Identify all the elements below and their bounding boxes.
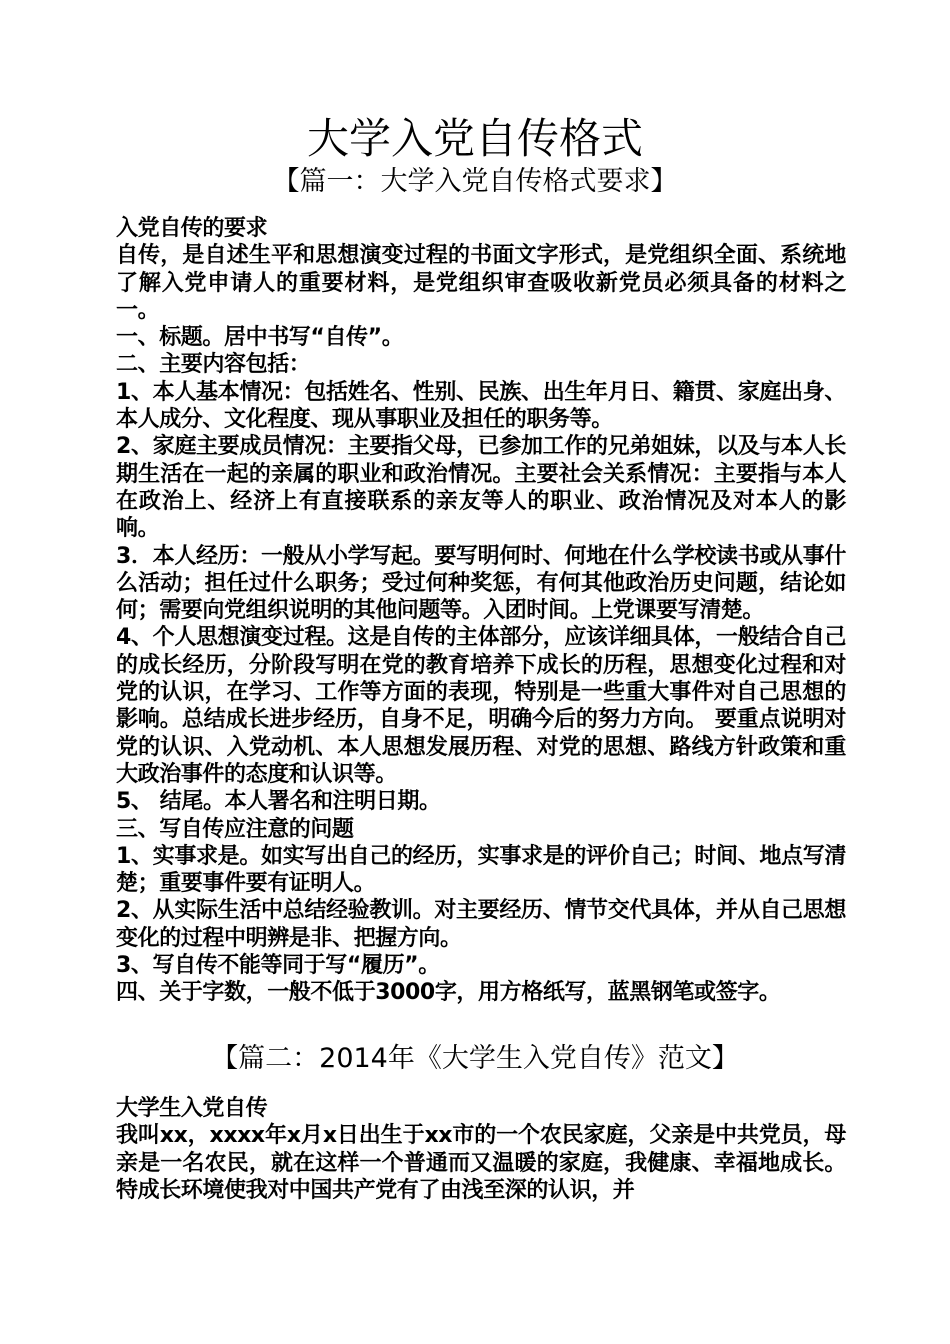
paragraph: 5、 结尾。本人署名和注明日期。 (116, 789, 441, 815)
section-1-heading: 【篇一：大学入党自传格式要求】 (272, 166, 678, 197)
paragraph: 四、关于字数，一般不低于3000字，用方格纸写，蓝黑钢笔或签字。 (116, 980, 781, 1006)
section-2-heading: 【篇二：2014年《大学生入党自传》范文】 (211, 1043, 739, 1074)
paragraph: 1、实事求是。如实写出自己的经历，实事求是的评价自己；时间、地点写清楚；重要事件要有证明人。 (116, 843, 846, 897)
paragraph: 入党自传的要求 (116, 216, 268, 241)
paragraph: 2、从实际生活中总结经验教训。对主要经历、情节交代具体，并从自己思想变化的过程中明辨是非、把握方向。 (116, 898, 846, 951)
section-1-body (116, 215, 846, 1007)
paragraph: 4、个人思想演变过程。这是自传的主体部分，应该详细具体，一般结合自己的成长经历，分阶段写明在党的教育培养下成长的历程，思想变化过程和对党的认识，在学习、工作等方面的表现，特别是一些重大事件对自己思想的影响。总结成长进步经历，自身不足，明确今后的努力方向。 要重点说明对党的认识、入党动机、本人思想发展历程、对党的思想、路线方针政策和重大政治事件的态度和认识等。 (116, 625, 846, 787)
paragraph: 1、本人基本情况：包括姓名、性别、民族、出生年月日、籍贯、家庭出身、本人成分、文化程度、现从事职业及担任的职务等。 (116, 379, 846, 433)
paragraph: 三、写自传应注意的问题 (116, 816, 354, 842)
paragraph: 我叫xx，xxxx年x月x日出生于xx市的一个农民家庭，父亲是中共党员，母亲是一名农民，就在这样一个普通而又温暖的家庭，我健康、幸福地成长。特成长环境使我对中国共产党有了由浅至深的认识，并 (116, 1123, 846, 1203)
paragraph: 2、家庭主要成员情况：主要指父母，已参加工作的兄弟姐妹，以及与本人长期生活在一起的亲属的职业和政治情况。主要社会关系情况：主要指与本人在政治上、经济上有直接联系的亲友等人的职业、政治情况及对本人的影响。 (116, 434, 846, 542)
paragraph: 3、写自传不能等同于写“履历”。 (116, 953, 440, 979)
paragraph: 二、主要内容包括： (116, 352, 311, 378)
paragraph: 3．本人经历：一般从小学写起。要写明何时、何地在什么学校读书或从事什么活动；担任过什么职务；受过何种奖惩，有何其他政治历史问题，结论如何；需要向党组织说明的其他问题等。入团时间。上党课要写清楚。 (116, 543, 846, 624)
paragraph: 大学生入党自传 (116, 1096, 268, 1121)
document-title: 大学入党自传格式 (306, 114, 643, 163)
section-2-body (116, 1095, 846, 1204)
paragraph: 自传，是自述生平和思想演变过程的书面文字形式，是党组织全面、系统地了解入党申请人的重要材料，是党组织审查吸收新党员必须具备的材料之一。 (116, 243, 846, 323)
paragraph: 一、标题。居中书写“自传”。 (116, 325, 404, 351)
